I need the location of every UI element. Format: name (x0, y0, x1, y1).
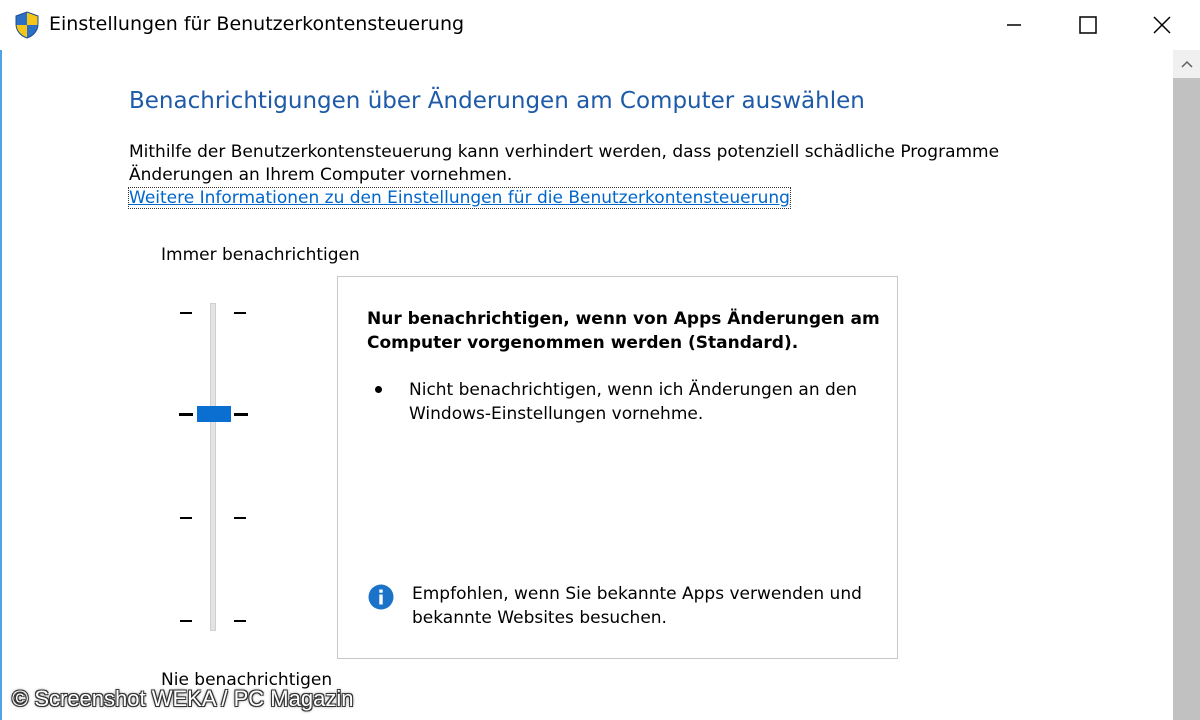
scrollbar-thumb[interactable] (1173, 78, 1200, 720)
level-title: Nur benachrichtigen, wenn von Apps Änderungen am Computer vorgenommen werden (Standard). (367, 309, 880, 353)
slider-tick-right-2 (234, 413, 248, 416)
slider-tick-left-4 (180, 620, 192, 622)
vertical-scrollbar[interactable] (1173, 50, 1200, 720)
description-line-2: Änderungen an Ihrem Computer vornehmen. (129, 165, 513, 185)
window-title: Einstellungen für Benutzerkontensteuerung (49, 13, 465, 35)
slider-tick-left-3 (180, 517, 192, 519)
description (129, 141, 1029, 187)
slider-tick-left-1 (180, 312, 192, 314)
level-bullet-text: Nicht benachrichtigen, wenn ich Änderungen an den Windows-Einstellungen vornehme. (409, 380, 858, 424)
maximize-button[interactable] (1051, 0, 1125, 50)
slider-tick-left-2 (179, 413, 193, 416)
notification-level-slider[interactable] (170, 295, 260, 640)
close-button[interactable] (1125, 0, 1199, 50)
minimize-button[interactable] (977, 0, 1051, 50)
copyright-watermark: © Screenshot WEKA / PC Magazin (12, 686, 354, 711)
chevron-up-icon (1181, 60, 1193, 68)
level-description-box (337, 276, 898, 659)
slider-thumb[interactable] (197, 406, 231, 422)
slider-track[interactable] (210, 303, 216, 631)
slider-label-top: Immer benachrichtigen (161, 245, 360, 265)
window-border (0, 50, 2, 720)
close-icon (1153, 16, 1171, 34)
uac-shield-icon (14, 11, 40, 39)
slider-tick-right-1 (234, 312, 246, 314)
recommendation-text: Empfohlen, wenn Sie bekannte Apps verwenden und bekannte Websites besuchen. (412, 584, 862, 628)
scroll-up-button[interactable] (1173, 50, 1200, 77)
slider-tick-right-3 (234, 517, 246, 519)
slider-label-bottom: Nie benachrichtigen (161, 670, 333, 690)
maximize-icon (1079, 16, 1097, 34)
slider-tick-right-4 (234, 620, 246, 622)
bullet-icon (375, 386, 382, 393)
title-bar[interactable] (0, 0, 1200, 50)
more-info-link[interactable]: Weitere Informationen zu den Einstellungen für die Benutzerkontensteuerung (129, 188, 790, 208)
minimize-icon (1006, 17, 1022, 33)
info-icon (368, 584, 394, 610)
page-heading: Benachrichtigungen über Änderungen am Computer auswählen (129, 88, 865, 114)
description-line-1: Mithilfe der Benutzerkontensteuerung kann verhindert werden, dass potenziell schädliche Programme (129, 142, 1000, 162)
